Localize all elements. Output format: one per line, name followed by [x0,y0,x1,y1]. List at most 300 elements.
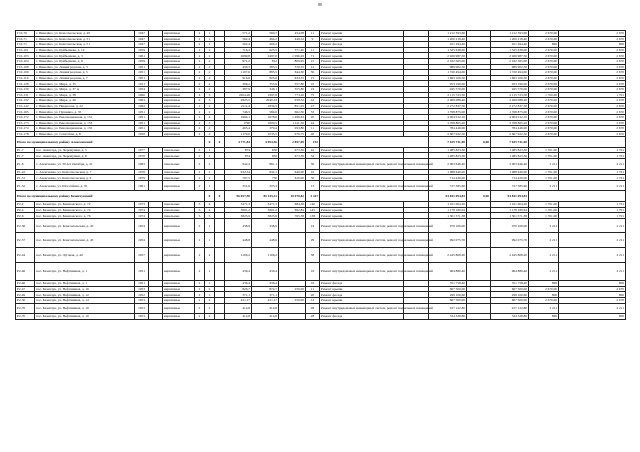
table-cell: 5 [205,213,215,219]
table-cell: 917 122,80 [429,303,467,314]
table-cell: 970 106,00 [429,218,467,233]
table-cell: 2 [195,114,205,120]
table-cell: 2 670,00 [529,297,559,303]
table-cell: 1951 [135,81,149,87]
table-cell: 449,52 [279,36,306,42]
table-cell: 30 [306,159,320,170]
table-cell: 396,2 [225,81,252,87]
table-cell: 436,4 [225,281,252,287]
table-cell: 494,2 [252,36,279,42]
table-cell: 2 [195,31,205,37]
table-cell: кирпичные [163,248,195,263]
table-cell: 385,5 [252,64,279,70]
table-cell: 2 [205,70,215,76]
table-cell: 30 [306,175,320,181]
table-cell: 430,3 [225,64,252,70]
subtotal-cell: 94 841 094,83 [491,191,529,202]
table-row [16,180,626,191]
table-cell: 2 670 [559,120,626,126]
table-row [16,248,626,263]
table-cell: Р1-31 [16,175,35,181]
table-cell: кирпичные [163,103,195,109]
table-cell: 11 [306,126,320,132]
table-cell: 355,80 [279,86,306,92]
table-cell: г. Пикалёво, ул. Революционная, д. 151 [35,114,135,120]
table-cell: 797,5 [225,175,252,181]
table-cell: 357,80 [279,81,306,87]
table-cell: 2 [195,103,205,109]
table-cell: 1678,0 [252,114,279,120]
table-cell [215,180,225,191]
table-cell: 1 178 180,64 [429,207,467,213]
table-cell: 1 200 218,40 [491,36,529,42]
table-cell: Ремонт крыши [320,47,404,53]
table-cell: 387,9 [225,86,252,92]
table-cell: 2 670 [559,297,626,303]
table-cell: Ремонт крыши [320,120,404,126]
table-cell: 2 [195,180,205,191]
table-cell: 971,2 [225,58,252,64]
table-cell: 806 [529,281,559,287]
table-cell: 806 [559,292,626,298]
table-cell: 1974 [135,213,149,219]
table-cell: 1 701,00 [529,147,559,153]
table-cell: 299 106,60 [429,292,467,298]
table-cell: Р2-36 [16,218,35,233]
table-cell: Ремонт крыши [320,169,404,175]
table-cell: 1 [205,180,215,191]
table-cell: 874 [225,153,252,159]
table-cell: 3471,3 [225,202,252,208]
table-cell: 140 [306,202,320,208]
table-cell: 1 525 638,00 [429,47,467,53]
table-cell: Р2-47 [16,286,35,292]
table-cell: 874 [225,147,252,153]
table-cell: 346,1 [252,86,279,92]
table-cell: 2 [195,75,205,81]
table-cell [467,262,491,281]
table-cell: 2 [195,262,205,281]
table-cell: 1947 [135,42,149,48]
table-cell: 20 [306,114,320,120]
table-cell: г. Пикалёво, ул. Революционная, д. 155 [35,126,135,132]
table-cell: 12 [306,64,320,70]
table-cell: 438,9 [225,218,252,233]
table-cell: 1 [205,292,215,298]
table-cell: 2 [195,70,205,76]
table-cell: 3 768 865,20 [491,120,529,126]
table-cell: 1 701 [559,207,626,213]
table-cell: 673,30 [279,153,306,159]
table-cell: пос. Безенчук, ул. Нефтяников, д. 19 [35,303,135,314]
table-cell: панельные [163,153,195,159]
table-cell: 1107,6 [225,70,252,76]
table-cell: Ремонт крыши [320,98,404,104]
table-cell: 1106,2 [252,248,279,263]
subtotal-cell: 2 857,09 [279,137,306,148]
table-row [16,314,626,320]
table-cell: 11 [306,31,320,37]
table-cell: Р1-7 [16,147,35,153]
table-cell: 727 385,60 [429,180,467,191]
table-cell: 494,2 [252,42,279,48]
table-cell: пос. Безенчук, ул. Нефтяников, д. 14 [35,297,135,303]
table-cell: Ремонт крыши [320,109,404,115]
table-cell: 942,4 [225,159,252,170]
table-cell: 1 485 823,30 [429,147,467,153]
table-cell: 351 758,40 [491,281,529,287]
table-cell: 1951 [135,262,149,281]
table-cell [279,233,306,248]
table-cell: 1966 [135,92,149,98]
table-cell: 2 670 [559,36,626,42]
table-cell: 1950 [135,131,149,137]
table-cell: 1951 [135,64,149,70]
table-cell: 465,4 [225,126,252,132]
table-cell: 420,00 [279,175,306,181]
table-cell: 5 [195,213,205,219]
table-cell: 1 701,00 [529,207,559,213]
subtotal-cell: 0 [215,137,225,148]
table-cell: кирпичные [163,131,195,137]
table-cell: 4 004 012,10 [491,114,529,120]
table-cell: 727 385,60 [491,180,529,191]
table-cell: пос. Безенчук, ул. Нефтяников, д. 1 [35,281,135,287]
table-cell: 826,7 [225,286,252,292]
table-cell: кирпичные [163,233,195,248]
table-cell: 970 106,00 [491,218,529,233]
table-cell: 571,40 [279,47,306,53]
table-cell: 1976 [135,153,149,159]
table-cell [215,262,225,281]
table-cell: 2 [195,81,205,87]
subtotal-cell: 85 145,31 [252,191,279,202]
table-cell: 2 670 [559,58,626,64]
table-cell: 1 701,00 [529,202,559,208]
table-cell: 2 [205,175,215,181]
table-cell: Ремонт крыши [320,75,404,81]
table-cell: Р2-6 [16,213,35,219]
table-cell: 2 670,00 [529,286,559,292]
subtotal-row [16,137,626,148]
table-cell: 2 670 [559,64,626,70]
table-cell: г. Пикалёво, ул. Комсомольская, д. 51 [35,42,135,48]
table-cell: 1951 [135,75,149,81]
table-cell: Г10-128 [16,81,35,87]
table-cell: 673,30 [279,147,306,153]
table-cell: 953 190,00 [491,81,529,87]
table-cell: 293,80 [279,126,306,132]
table-cell: 2 469 088,40 [429,98,467,104]
table-cell: г. Пикалёво, ул. Ленинградская, д. 7 [35,75,135,81]
table-cell: 1 [205,36,215,42]
table-cell: 2 211 [529,303,559,314]
table-cell: 2 211 [529,233,559,248]
table-cell: Г10-70 [16,31,35,37]
table-cell: 1954 [135,86,149,92]
table-cell: 1 096,29 [279,53,306,59]
table-cell: 2 [195,36,205,42]
subtotal-cell: 0 [205,137,215,148]
table-cell: 650 [252,153,279,159]
table-cell: 964 880,40 [491,262,529,281]
table-cell: 1977 [135,147,149,153]
table-cell: 2 [205,86,215,92]
table-cell: 584,6 [252,109,279,115]
table-cell: 1 [205,153,215,159]
table-cell: Г10-101 [16,47,35,53]
table-cell: 1962 [135,103,149,109]
table-cell: 1 088 640,00 [491,169,529,175]
subtotal-cell: 0,00 [467,137,491,148]
table-cell: 2 445 808,20 [491,248,529,263]
table-cell: Ремонт фасада [320,281,404,287]
table-cell: 2111,4 [225,103,252,109]
table-cell: 714 420,00 [491,175,529,181]
table-cell: 1 301 571,38 [491,213,529,219]
table-cell: Ремонт крыши [320,153,404,159]
table-cell: 2 [205,126,215,132]
table-cell: 3661,2 [225,207,252,213]
subtotal-row [16,191,626,202]
table-cell [279,303,306,314]
table-cell: 2 162 565,00 [429,58,467,64]
table-cell: 1 [205,262,215,281]
subtotal-cell: 3 417 [306,191,320,202]
table-cell: 667 500,00 [429,286,467,292]
table-cell: 334 328,80 [429,314,467,320]
table-cell: 1 161 004,20 [429,202,467,208]
table-cell: панельные [163,147,195,153]
subtotal-cell [529,137,626,148]
table-cell: Р2-46 [16,281,35,287]
table-cell: 2 607 922,50 [491,131,529,137]
table-cell: 562,4 [225,36,252,42]
table-cell: 1 693 106,50 [491,75,529,81]
table-cell: 454,08 [279,31,306,37]
table-cell: 750 [252,175,279,181]
table-cell: кирпичные [163,109,195,115]
table-cell: 2 670 [559,126,626,132]
table-cell: пос. Безенчук, ул. Комсомольская, д. 45 [35,233,135,248]
table-cell: 436,4 [252,262,279,281]
table-cell: 1959 [135,58,149,64]
table-cell: панельные [163,175,195,181]
table-cell: 2 [195,314,205,320]
table-cell: 2 670 [559,81,626,87]
table-cell: Р2-50 [16,297,35,303]
table-cell: 4 [205,207,215,213]
table-cell: 42 [306,147,320,153]
table-cell: кирпичные [163,81,195,87]
table-cell: Р2-49 [16,292,35,298]
table-cell: 2 670,00 [529,103,559,109]
table-cell: 2 [205,286,215,292]
table-cell: 2 670,00 [529,120,559,126]
table-cell: 145 [306,207,320,213]
table-cell: 2 670,00 [529,126,559,132]
table-cell: кирпичные [163,120,195,126]
table-cell: 4 004 012,10 [429,114,467,120]
table-cell: 571,2 [225,31,252,37]
table-cell: кирпичные [163,42,195,48]
table-cell: 1 701 [559,202,626,208]
table-cell: 2 115 723,50 [429,92,467,98]
table-cell: 371,1 [252,292,279,298]
table-cell: Ремонт крыши [320,207,404,213]
table-cell: 2 [195,218,205,233]
table-cell: 42 [306,169,320,175]
subtotal-cell: 4 771,84 [225,137,252,148]
table-cell: 2 [205,47,215,53]
table-cell: Г10-108 [16,64,35,70]
table-cell: кирпичные [163,98,195,104]
table-cell: Г10-71 [16,42,35,48]
table-cell: 11 [306,286,320,292]
table-cell: Г10-130 [16,86,35,92]
table-cell: 773,20 [279,92,306,98]
table-cell: 2 211 [529,180,559,191]
table-cell: 2 670,00 [529,70,559,76]
table-cell: 4 [195,92,205,98]
table-cell: 992 075,70 [491,233,529,248]
table-cell: Г10-131 [16,92,35,98]
table-cell: 1179,0 [225,131,252,137]
table-cell: Г10-109 [16,70,35,76]
table-cell: 16 [306,262,320,281]
table-cell: 1976 [135,169,149,175]
table-cell: 2 211 [559,303,626,314]
table-body [16,31,626,320]
table-cell: 2 211 [529,248,559,263]
table-cell: 939,32 [279,98,306,104]
table-cell: 421,17 [225,297,252,303]
table-cell: 2 211 [559,159,626,170]
table-cell: 812 [252,58,279,64]
table-cell: 2 670,00 [529,58,559,64]
table-cell: г. Пикалёво, ул. Мира, д. 35 [35,81,135,87]
table-cell [467,248,491,263]
table-cell [279,218,306,233]
table-cell: 992 075,70 [429,233,467,248]
table-cell: г. Пикалёво, ул. Пушкина, д. 35 [35,109,135,115]
table-cell: Ремонт внутридомовых инженерных систем, ремонт подвальных помещений [320,233,404,248]
table-cell: 2 670,00 [529,114,559,120]
table-cell: 2 [205,248,215,263]
table-cell: Ремонт крыши [320,53,404,59]
table-cell: 2 [205,159,215,170]
table-cell: г. Пикалёво, ул. Куйбышева, д. 12 [35,47,135,53]
table-cell: Ремонт крыши [320,36,404,42]
table-cell: 2 [195,281,205,287]
table-cell: 2 [205,131,215,137]
table-cell: 2 [195,109,205,115]
table-cell [467,233,491,248]
table-cell: 2 [195,175,205,181]
table-cell: 2 [205,103,215,109]
table-cell: 1957 [135,248,149,263]
table-cell: 1 [205,31,215,37]
table-cell: 2 445 808,20 [429,248,467,263]
table-cell: 2 [195,286,205,292]
subtotal-cell: 192 [306,137,320,148]
table-cell: Ремонт крыши [320,31,404,37]
table-cell: 2 670 [559,53,626,59]
table-cell: 667 500,00 [429,297,467,303]
table-cell: Ремонт фасада [320,292,404,298]
table-cell [279,248,306,263]
table-cell: 2040,33 [252,98,279,104]
table-cell: 325,3 [252,180,279,191]
table-cell: пос. Безенчук, ул. Бакановского, д. 72 [35,202,135,208]
table-cell: 2 211 [559,248,626,263]
repair-register-table [15,30,626,320]
table-cell: 1 499,63 [279,114,306,120]
table-cell: 2497,0 [252,53,279,59]
table-cell: 1 411,56 [279,120,306,126]
table-cell: Г10-104 [16,58,35,64]
table-cell: 1951 [135,281,149,287]
table-cell: 3 [205,92,215,98]
table-cell: 1979 [135,175,149,181]
table-cell: 250,00 [279,297,306,303]
table-cell: 2 211 [529,218,559,233]
table-cell [279,159,306,170]
table-cell: кирпичные [163,262,195,281]
table-cell: 9 [306,36,320,42]
table-cell: 1 701 [559,175,626,181]
table-cell [404,314,429,320]
table-cell: 2 [195,233,205,248]
table-cell: г. Пикалёво, ул. Комсомольская, д. 51 [35,36,135,42]
table-cell: 1 [205,42,215,48]
table-cell: с. Алексеевка, ул. 30 лет Октября, д. 21 [35,159,135,170]
table-cell: 1 701 [559,213,626,219]
table-cell: 809,95 [279,58,306,64]
table-cell: 2 670,00 [529,81,559,87]
table-cell: пос. Безенчук, ул. Луговая, д. 49 [35,248,135,263]
table-cell: Г10-110 [16,75,35,81]
table-cell: 2 [195,58,205,64]
table-cell: 2 211 [529,262,559,281]
table-cell: Ремонт крыши [320,175,404,181]
table-cell: 562,4 [225,42,252,48]
table-cell: 15 [306,58,320,64]
table-cell [467,314,491,320]
subtotal-cell: 94 841 094,83 [429,191,467,202]
table-cell: 1953 [135,314,149,320]
table-cell: Р2-46 [16,262,35,281]
table-cell: 2 926 987,50 [429,53,467,59]
table-cell: 1790 [225,120,252,126]
table-cell: 1 701,00 [529,213,559,219]
table-cell: 2 211 [559,180,626,191]
table-cell: кирпичные [163,286,195,292]
table-cell: 3 [205,120,215,126]
table-cell: 1953 [135,303,149,314]
table-cell: Г10-103 [16,53,35,59]
table-cell: 1951 [135,120,149,126]
table-cell: 945 570,00 [491,86,529,92]
table-cell [279,180,306,191]
table-cell: 1 [205,233,215,248]
subtotal-cell [320,137,429,148]
table-cell: Р2-70 [16,314,35,320]
table-cell: Ремонт крыши [320,70,404,76]
table-cell: пос. Безенчук, ул. Комсомольская, д. 43 [35,218,135,233]
table-cell: кирпичные [163,92,195,98]
table-cell: 1834,5 [252,103,279,109]
